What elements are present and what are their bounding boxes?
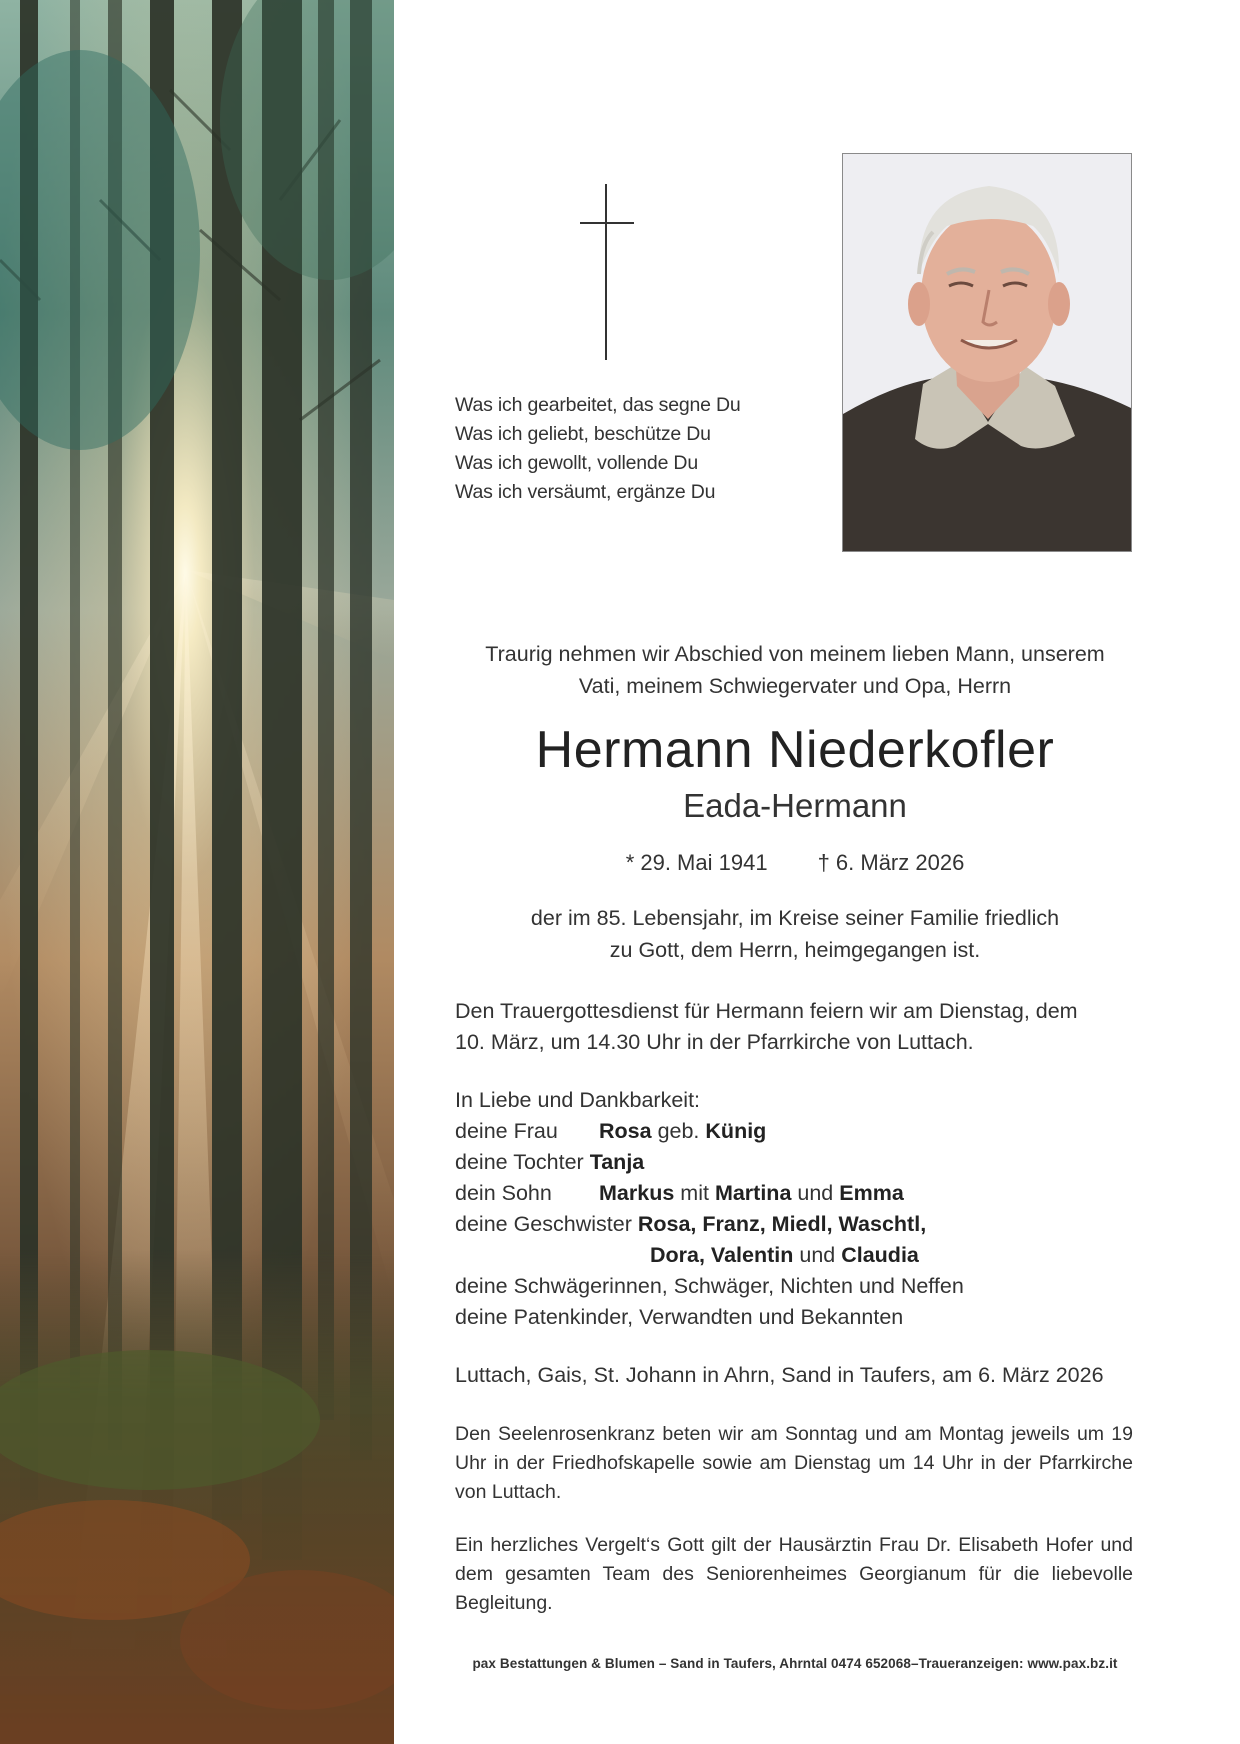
family-siblings: deine Geschwister Rosa, Franz, Miedl, Waschtl,	[455, 1212, 927, 1236]
thanks-notice: Ein herzliches Vergelt‘s Gott gilt der Hausärztin Frau Dr. Elisabeth Hofer und dem gesamten Team des Seniorenheimes Georgianum für die liebevolle Begleitung.	[455, 1534, 1133, 1614]
poem-line: Was ich geliebt, beschütze Du	[455, 423, 711, 445]
family-son: dein Sohn Markus mit Martina und Emma	[455, 1181, 904, 1205]
family-godchildren: deine Patenkinder, Verwandten und Bekannten	[455, 1305, 904, 1329]
family-heading: In Liebe und Dankbarkeit:	[455, 1088, 701, 1112]
intro-text	[450, 638, 1140, 702]
funeral-service-text	[455, 996, 1133, 1058]
family-list	[455, 1085, 1133, 1333]
cross-icon	[580, 184, 634, 360]
poem-line: Was ich gearbeitet, das segne Du	[455, 394, 741, 416]
service-line: Den Trauergottesdienst für Hermann feiern wir am Dienstag, dem	[455, 999, 1078, 1023]
forest-photo	[0, 0, 394, 1744]
rosary-notice: Den Seelenrosenkranz beten wir am Sonntag und am Montag jeweils um 19 Uhr in der Friedhofskapelle sowie am Dienstag um 14 Uhr in der Pfarrkirche von Luttach.	[455, 1423, 1133, 1503]
footer-undertaker: pax Bestattungen & Blumen – Sand in Taufers, Ahrntal 0474 652068–Traueranzeigen: www.pax.bz.it	[472, 1656, 1118, 1671]
poem-line: Was ich gewollt, vollende Du	[455, 452, 698, 474]
passing-text	[450, 902, 1140, 966]
family-wife: deine Frau Rosa geb. Künig	[455, 1119, 767, 1143]
service-line: 10. März, um 14.30 Uhr in der Pfarrkirche von Luttach.	[455, 1030, 974, 1054]
intro-line: Traurig nehmen wir Abschied von meinem lieben Mann, unserem	[485, 642, 1105, 666]
deceased-nickname: Eada-Hermann	[683, 787, 907, 824]
family-daughter: deine Tochter Tanja	[455, 1150, 645, 1174]
places-date: Luttach, Gais, St. Johann in Ahrn, Sand in Taufers, am 6. März 2026	[455, 1363, 1104, 1387]
family-inlaws: deine Schwägerinnen, Schwäger, Nichten und Neffen	[455, 1274, 964, 1298]
birth-date: * 29. Mai 1941	[625, 850, 768, 875]
intro-line: Vati, meinem Schwiegervater und Opa, Herrn	[578, 674, 1012, 698]
passing-line: der im 85. Lebensjahr, im Kreise seiner Familie friedlich	[530, 906, 1060, 930]
death-date: † 6. März 2026	[817, 850, 965, 875]
poem-line: Was ich versäumt, ergänze Du	[455, 481, 716, 503]
deceased-name: Hermann Niederkofler	[535, 721, 1055, 779]
poem	[455, 391, 741, 507]
family-siblings-cont: Dora, Valentin und Claudia	[650, 1243, 919, 1267]
portrait-photo	[842, 153, 1132, 552]
life-dates	[450, 848, 1140, 878]
passing-line: zu Gott, dem Herrn, heimgegangen ist.	[609, 938, 981, 962]
